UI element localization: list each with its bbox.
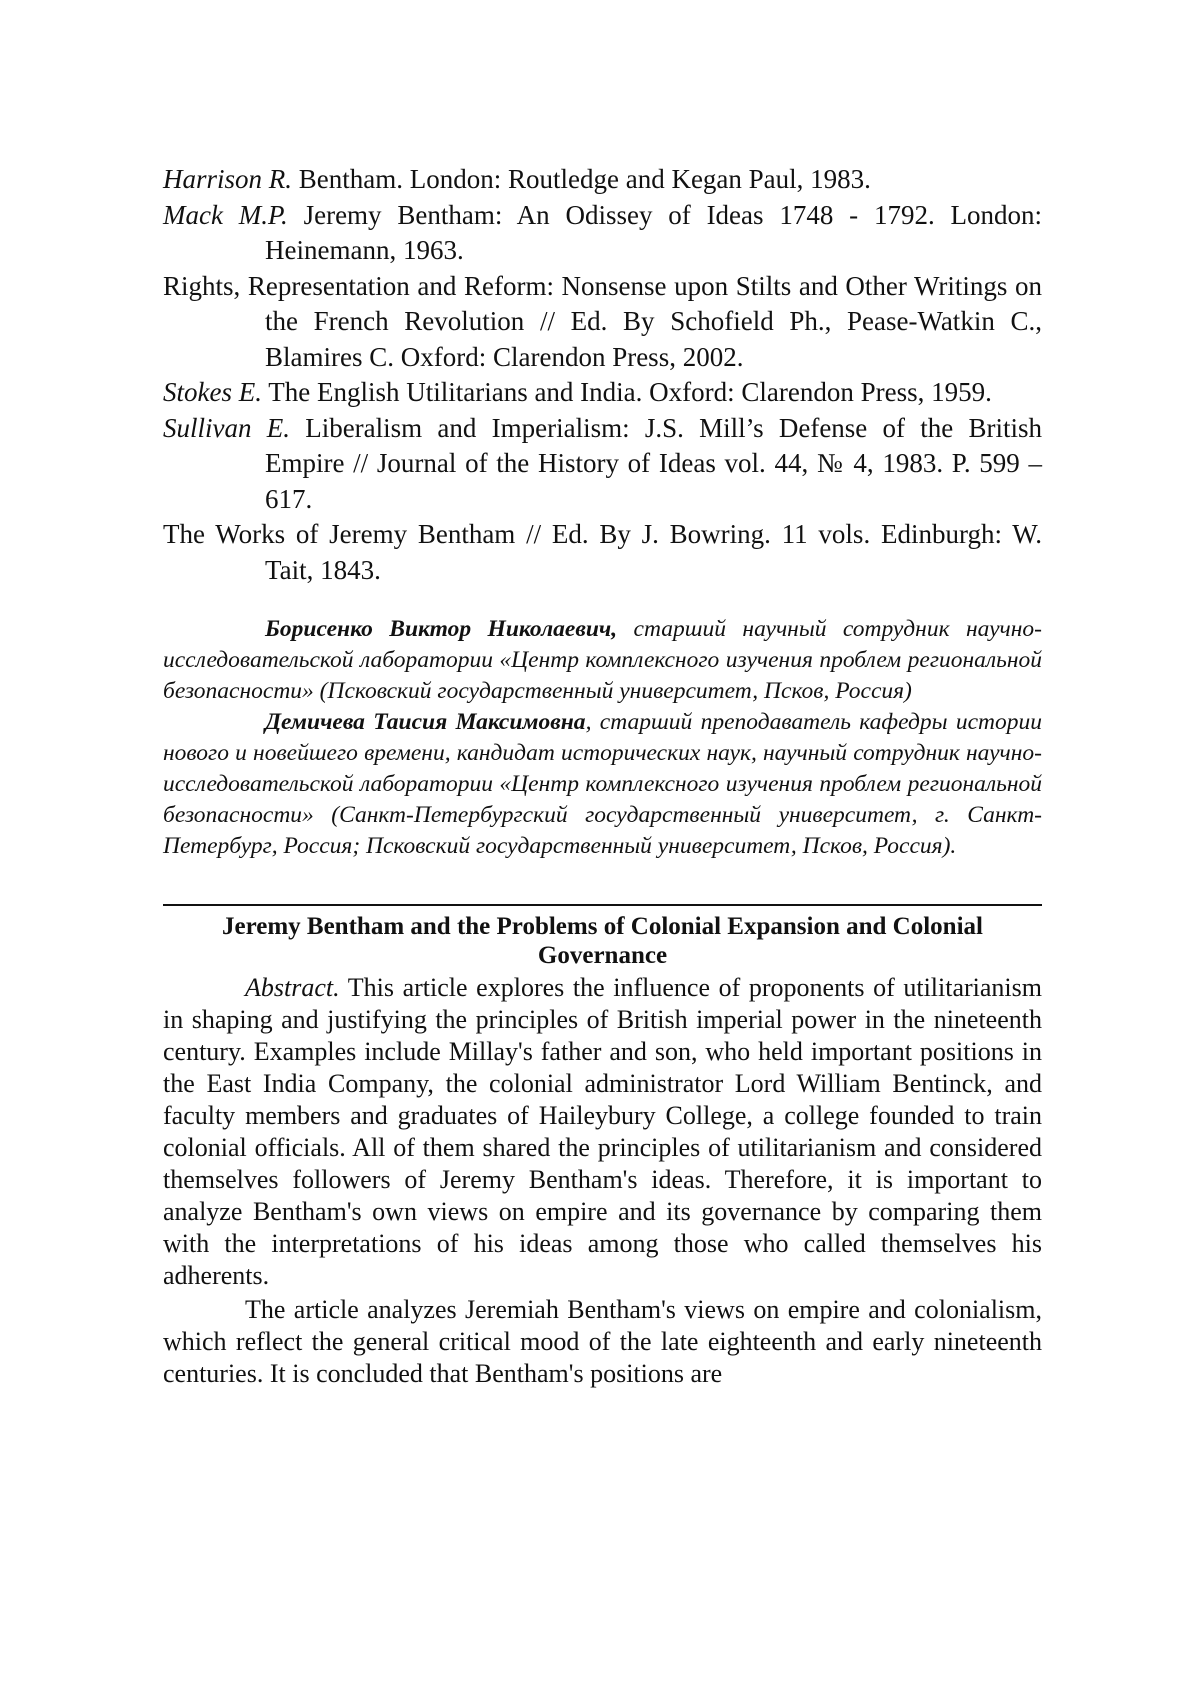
author-name: Демичева Таисия Максимовна [265,709,586,735]
author-description: старший научный сотрудник научно-исследовательской лаборатории «Центр комплексного изучения проблем региональной безопасности» (Псковский государственный университет, Псков, Россия) [163,616,1042,704]
abstract [163,972,1042,1390]
section-divider [163,904,1042,906]
reference-author: Sullivan E. [163,412,290,443]
reference-text: The Works of Jeremy Bentham // Ed. By J. Bowring. 11 vols. Edinburgh: W. Tait, 1843. [163,519,1042,585]
reference-list [163,162,1042,588]
abstract-label: Abstract. [245,973,340,1002]
abstract-paragraph [163,972,1042,1292]
reference-item [163,411,1042,518]
document-page [163,162,1042,1392]
author-name: Борисенко Виктор Николаевич, [265,616,618,642]
reference-author: Stokes E. [163,377,262,407]
reference-author: Mack M.P. [163,199,288,230]
reference-text: The English Utilitarians and India. Oxford: Clarendon Press, 1959. [261,377,992,407]
abstract-paragraph: The article analyzes Jeremiah Bentham's views on empire and colonialism, which reflect the general critical mood of the late eighteenth and early nineteenth centuries. It is concluded that Bentham's positions are [163,1295,1042,1388]
reference-item [163,198,1042,269]
reference-item [163,269,1042,376]
reference-text: Jeremy Bentham: An Odissey of Ideas 1748 - 1792. London: Heinemann, 1963. [265,199,1042,265]
author-entry [163,707,1042,862]
reference-text: Rights, Representation and Reform: Nonsense upon Stilts and Other Writings on the French Revolution // Ed. By Schofield Ph., Pease-Watkin C., Blamires C. Oxford: Clarendon Press, 2002. [163,270,1042,372]
reference-item [163,375,1042,411]
author-info [163,614,1042,862]
reference-item [163,517,1042,588]
abstract-text: This article explores the influence of proponents of utilitarianism in shaping and justifying the principles of British imperial power in the nineteenth century. Examples include Millay's father and son, who held important positions in the East India Company, the colonial administrator Lord William Bentinck, and faculty members and graduates of Haileybury College, a college founded to train colonial officials. All of them shared the principles of utilitarianism and considered themselves followers of Jeremy Bentham's ideas. Therefore, it is important to analyze Bentham's own views on empire and its governance by comparing them with the interpretations of his ideas among those who called themselves his adherents. [163,973,1042,1290]
article-title: Jeremy Bentham and the Problems of Colonial Expansion and Colonial Governance [222,913,983,969]
reference-author: Harrison R. [163,164,293,194]
author-entry [163,614,1042,707]
reference-text: Liberalism and Imperialism: J.S. Mill’s Defense of the British Empire // Journal of the History of Ideas vol. 44, № 4, 1983. P. 599 – 617. [265,412,1042,514]
author-description: , старший преподаватель кафедры истории нового и новейшего времени, кандидат исторических наук, научный сотрудник научно-исследовательской лаборатории «Центр комплексного изучения проблем региональной безопасности» (Санкт-Петербургский государственный университет, г. Санкт-Петербург, Россия; Псковский государственный университет, Псков, Россия). [163,709,1043,859]
reference-text: Bentham. London: Routledge and Kegan Paul, 1983. [292,164,871,194]
reference-item [163,162,1042,198]
